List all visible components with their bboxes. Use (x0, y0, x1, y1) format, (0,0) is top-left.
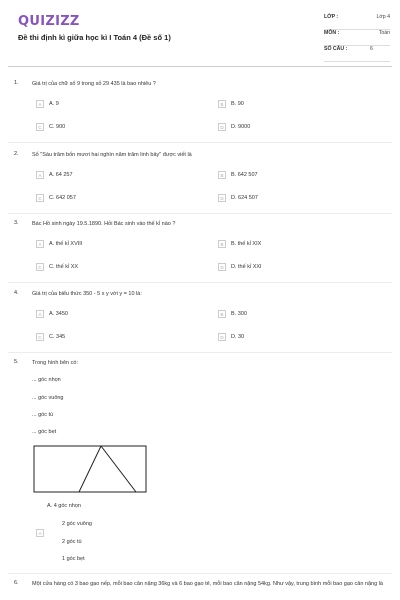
option-letter-box: A (36, 529, 44, 537)
question-divider (8, 352, 392, 353)
question-text: Một cửa hàng có 3 bao gạo nếp, mỗi bao cân nặng 36kg và 6 bao gạo tẻ, mỗi bao cân nặng 54kg. Như vậy, trung bình mỗi bao gạo cân nặng là (32, 581, 383, 587)
answer-option[interactable] (218, 333, 244, 341)
answer-option[interactable] (36, 240, 82, 248)
question-text: Bác Hồ sinh ngày 19.5.1890. Hỏi Bác sinh vào thế kỉ nào ? (32, 221, 176, 227)
option-line: 2 góc vuông (62, 521, 92, 527)
meta-row-subject (324, 30, 390, 46)
question-text: Trong hình bên có: (32, 360, 78, 366)
answer-option[interactable] (36, 263, 78, 271)
option-letter-box: C (36, 333, 44, 341)
option-letter-box: D (218, 333, 226, 341)
answer-option[interactable] (36, 171, 73, 179)
blank-item: ... góc vuông (32, 395, 64, 401)
answer-option[interactable] (36, 333, 65, 341)
question-number: 4. (14, 290, 19, 296)
option-letter-box: A (36, 240, 44, 248)
meta-table (324, 14, 390, 62)
question-number: 1. (14, 80, 19, 86)
answer-option[interactable] (218, 100, 244, 108)
answer-option[interactable] (218, 194, 258, 202)
option-letter-box: C (36, 123, 44, 131)
answer-option[interactable] (218, 240, 261, 248)
answer-option[interactable] (36, 100, 59, 108)
option-label: C. thế kỉ XX (49, 264, 79, 270)
option-label: C. 642 057 (49, 195, 76, 201)
answer-option[interactable] (36, 123, 65, 131)
option-label: C. 345 (49, 334, 66, 340)
blank-item: ... góc tù (32, 412, 54, 418)
question-number: 5. (14, 359, 19, 365)
option-letter-box: B (218, 100, 226, 108)
option-label: A. 3450 (49, 311, 68, 317)
option-label: A. thế kỉ XVIII (49, 241, 83, 247)
option-letter-box: D (218, 123, 226, 131)
worksheet-title: Đề thi định kì giữa học kì I Toán 4 (Đề số 1) (18, 33, 171, 42)
option-letter-box: C (36, 263, 44, 271)
question-divider (8, 282, 392, 283)
option-line: 1 góc bẹt (62, 556, 85, 562)
meta-value: 6 (370, 46, 373, 52)
answer-option[interactable] (36, 194, 76, 202)
answer-option[interactable] (36, 310, 68, 318)
option-letter-box: B (218, 310, 226, 318)
header (0, 0, 400, 70)
option-letter-box: A (36, 171, 44, 179)
answer-option[interactable] (218, 123, 250, 131)
answer-option[interactable] (218, 171, 258, 179)
question-divider (8, 573, 392, 574)
option-line: A. 4 góc nhọn (47, 503, 81, 509)
option-box-wrap (36, 529, 49, 537)
option-label: A. 64 257 (49, 172, 73, 178)
option-letter-box: B (218, 240, 226, 248)
option-label: B. 300 (231, 311, 247, 317)
option-label: C. 900 (49, 124, 66, 130)
option-letter-box: D (218, 194, 226, 202)
meta-value: Lớp 4 (376, 14, 390, 20)
blank-item: ... góc bẹt (32, 429, 57, 435)
option-letter-box: B (218, 171, 226, 179)
quizizz-logo: QUIZIZZ (18, 14, 80, 29)
meta-key: MÔN : (324, 30, 340, 36)
answer-option[interactable] (218, 263, 262, 271)
question-text: Số "Sáu trăm bốn mươi hai nghìn năm trăm linh bảy" được viết là (32, 152, 192, 158)
option-line: 2 góc tù (62, 539, 82, 545)
option-label: B. 642 507 (231, 172, 258, 178)
question-divider (8, 213, 392, 214)
meta-value: Toán (378, 30, 390, 36)
option-letter-box: A (36, 100, 44, 108)
figure-diagonal-left (79, 446, 101, 492)
answer-option[interactable] (218, 310, 247, 318)
geometry-figure (33, 445, 147, 493)
meta-key: SỐ CÂU : (324, 46, 348, 52)
option-label: A. 9 (49, 101, 59, 107)
question-number: 2. (14, 151, 19, 157)
option-letter-box: D (218, 263, 226, 271)
meta-key: LỚP : (324, 14, 339, 20)
option-letter-box: A (36, 310, 44, 318)
meta-row-count (324, 46, 390, 62)
meta-row-class (324, 14, 390, 30)
option-label: D. 30 (231, 334, 245, 340)
question-text: Giá trị của biểu thức 350 - 5 x y với y = 10 là: (32, 291, 142, 297)
question-divider (8, 142, 392, 143)
option-label: D. thế kỉ XXI (231, 264, 262, 270)
figure-diagonal-right (101, 446, 136, 492)
blank-item: ... góc nhọn (32, 377, 61, 383)
question-number: 6. (14, 580, 19, 586)
option-label: B. 90 (231, 101, 244, 107)
option-label: D. 9000 (231, 124, 251, 130)
option-label: D. 624 507 (231, 195, 258, 201)
option-label: B. thế kỉ XIX (231, 241, 262, 247)
option-letter-box: C (36, 194, 44, 202)
question-number: 3. (14, 220, 19, 226)
question-text: Giá trị của chữ số 9 trong số 29 435 là bao nhiêu ? (32, 81, 156, 87)
header-divider (8, 66, 392, 67)
